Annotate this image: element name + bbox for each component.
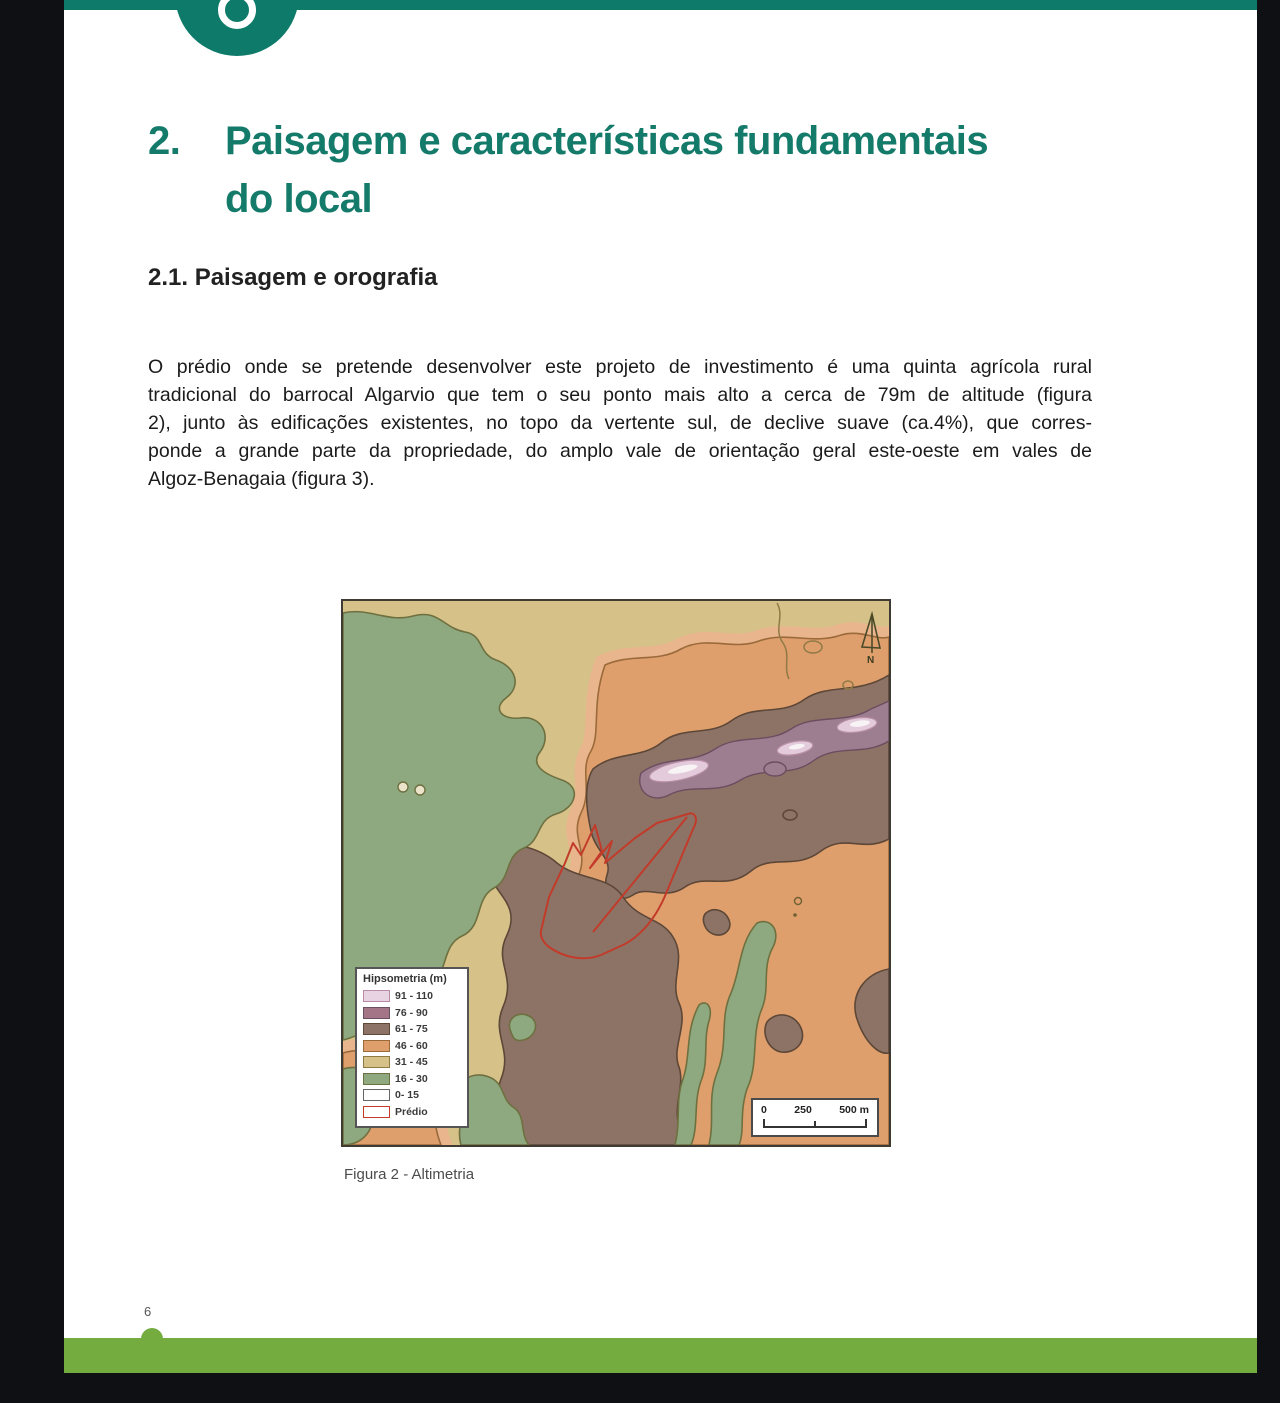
footer-bar: [64, 1338, 1257, 1373]
legend-swatch: [363, 1023, 390, 1035]
legend-swatch: [363, 1040, 390, 1052]
section-title-line2: do local: [225, 177, 373, 221]
legend-item-label: 61 - 75: [395, 1023, 428, 1036]
legend-swatch: [363, 990, 390, 1002]
page-number: 6: [144, 1304, 152, 1319]
body-paragraph: [148, 353, 1092, 493]
legend-item-label: 0- 15: [395, 1089, 419, 1102]
legend-item: [363, 1038, 461, 1055]
legend-item: [363, 1104, 461, 1121]
section-heading: [148, 112, 1148, 228]
section-number: 2.: [148, 119, 181, 163]
paragraph-line: ponde a grande parte da propriedade, do amplo vale de orientação geral este-oeste em vales de: [148, 440, 1092, 462]
paragraph-line: Algoz-Benagaia (figura 3).: [148, 468, 375, 490]
scalebar-start: 0: [761, 1104, 767, 1116]
document-page: [64, 0, 1257, 1373]
legend-item: [363, 1005, 461, 1022]
legend-item-label: 16 - 30: [395, 1072, 428, 1085]
legend-item-label: 76 - 90: [395, 1006, 428, 1019]
subsection-heading: 2.1. Paisagem e orografia: [148, 264, 438, 291]
altimetry-map-figure: [341, 599, 891, 1147]
map-legend: [355, 967, 469, 1128]
paragraph-line: 2), junto às edificações existentes, no topo da vertente sul, de declive suave (ca.4%), que corres-: [148, 412, 1092, 434]
paragraph-line: O prédio onde se pretende desenvolver este projeto de investimento é uma quinta agrícola rural: [148, 356, 1092, 378]
map-scalebar: [751, 1098, 879, 1137]
legend-item-label: Prédio: [395, 1105, 428, 1118]
legend-item: [363, 1071, 461, 1088]
legend-swatch: [363, 1056, 390, 1068]
scalebar-bracket: [763, 1119, 867, 1128]
legend-item-label: 46 - 60: [395, 1039, 428, 1052]
legend-item-label: 31 - 45: [395, 1056, 428, 1069]
legend-swatch: [363, 1106, 390, 1118]
scalebar-mid: 250: [794, 1104, 812, 1116]
paragraph-line: tradicional do barrocal Algarvio que tem o seu ponto mais alto a cerca de 79m de altitude (figura: [148, 384, 1092, 406]
legend-swatch: [363, 1089, 390, 1101]
legend-item: [363, 1087, 461, 1104]
legend-item: [363, 988, 461, 1005]
legend-swatch: [363, 1073, 390, 1085]
legend-swatch: [363, 1007, 390, 1019]
section-title-line1: Paisagem e características fundamentais: [225, 119, 989, 163]
scalebar-end: 500 m: [839, 1104, 869, 1116]
north-label: N: [867, 655, 875, 666]
scalebar-labels: [761, 1104, 869, 1116]
legend-item-label: 91 - 110: [395, 990, 433, 1003]
legend-item: [363, 1054, 461, 1071]
figure-caption: Figura 2 - Altimetria: [344, 1166, 475, 1183]
section-title: [225, 112, 988, 228]
scalebar-tick: [814, 1121, 816, 1126]
legend-item: [363, 1021, 461, 1038]
legend-title: Hipsometria (m): [363, 973, 447, 985]
